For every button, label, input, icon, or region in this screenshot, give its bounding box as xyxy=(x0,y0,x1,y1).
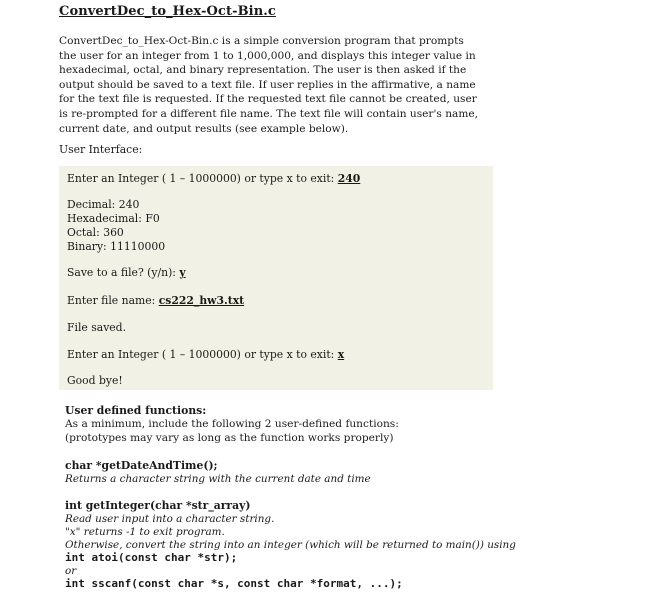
console-example xyxy=(59,166,493,390)
user-interface-label: User Interface: xyxy=(59,143,143,156)
prompt-text: Enter an Integer ( 1 – 1000000) or type x to exit: xyxy=(67,172,338,185)
filename-prompt xyxy=(67,294,244,307)
output-decimal: Decimal: 240 xyxy=(67,198,140,211)
udf-heading: User defined functions: xyxy=(65,404,207,417)
fn1-signature: char *getDateAndTime(); xyxy=(65,459,218,472)
fn2-signature: int getInteger(char *str_array) xyxy=(65,499,251,512)
output-binary: Binary: 11110000 xyxy=(67,240,166,253)
output-hex: Hexadecimal: F0 xyxy=(67,212,160,225)
udf-description xyxy=(65,418,485,445)
fn2-description-3: Otherwise, convert the string into an integer (which will be returned to main()) using xyxy=(65,539,516,551)
document-title: ConvertDec_to_Hex-Oct-Bin.c xyxy=(59,4,276,19)
user-input: cs222_hw3.txt xyxy=(158,294,245,307)
fn2-description-2: "x" returns -1 to exit program. xyxy=(65,526,225,538)
intro-paragraph: ConvertDec_to_Hex-Oct-Bin.c is a simple conversion program that prompts the user for an integer from 1 to 1,000,000, and displays this integer value in hexadecimal, octal, and binary representation. The user is then asked if the output should be saved to a text file. If user replies in the affirmative, a name for the text file is requested. If the requested text file cannot be created, user is re-prompted for a different file name. The text file will contain user's name, current date, and output results (see example below). xyxy=(59,35,479,135)
fn1-description: Returns a character string with the current date and time xyxy=(65,473,371,485)
console-prompt-1 xyxy=(67,172,360,185)
fn2-description-1: Read user input into a character string. xyxy=(65,513,275,525)
user-input: 240 xyxy=(337,172,361,185)
console-prompt-2 xyxy=(67,348,344,361)
udf-line: As a minimum, include the following 2 user-defined functions: xyxy=(65,418,399,430)
goodbye-message: Good bye! xyxy=(67,374,123,387)
or-label: or xyxy=(65,565,77,577)
output-octal: Octal: 360 xyxy=(67,226,124,239)
prompt-text: Enter an Integer ( 1 – 1000000) or type x to exit: xyxy=(67,348,338,361)
save-prompt xyxy=(67,266,186,279)
user-input: y xyxy=(179,266,186,279)
udf-line: (prototypes may vary as long as the function works properly) xyxy=(65,431,394,444)
sscanf-prototype: int sscanf(const char *s, const char *format, ...); xyxy=(65,577,403,590)
prompt-text: Enter file name: xyxy=(67,294,159,307)
prompt-text: Save to a file? (y/n): xyxy=(67,266,180,279)
user-input: x xyxy=(337,348,345,361)
file-saved-message: File saved. xyxy=(67,321,127,334)
atoi-prototype: int atoi(const char *str); xyxy=(65,551,238,564)
